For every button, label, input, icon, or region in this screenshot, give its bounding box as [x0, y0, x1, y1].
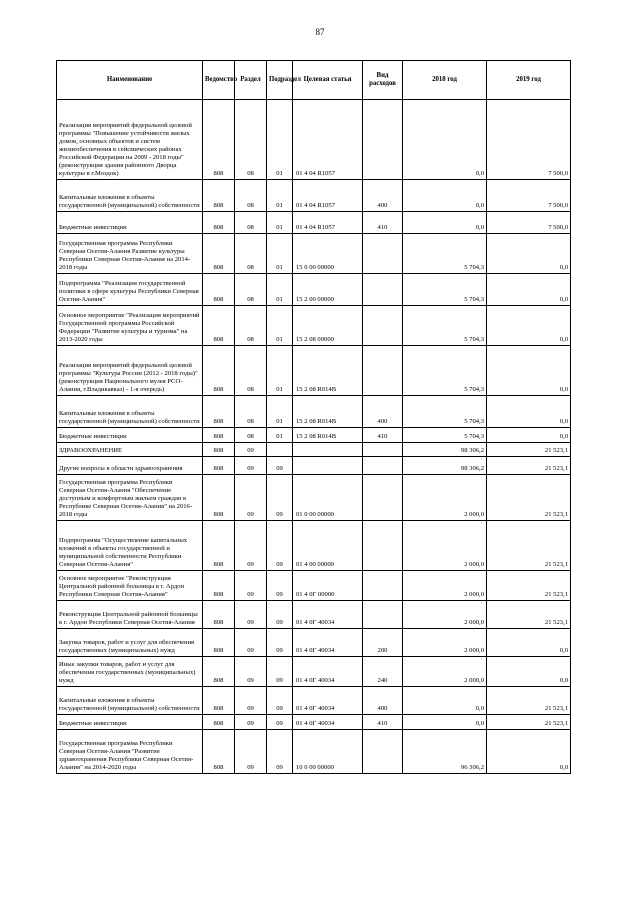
cell-name: Закупка товаров, работ и услуг для обеспечения государственных (муниципальных) нужд: [57, 629, 203, 657]
table-row: [57, 274, 571, 306]
cell-2018: 0,0: [403, 715, 487, 730]
cell-expense-type: [363, 601, 403, 629]
cell-2019: 21 523,1: [487, 475, 571, 521]
cell-name: Основное мероприятие "Реконструкция Центральной районной больницы в г. Ардон Республики Северная Осетия-Алания": [57, 571, 203, 601]
cell-expense-type: 410: [363, 212, 403, 234]
cell-target-article: 01 4 0Г 40034: [293, 687, 363, 715]
cell-subsection: 09: [267, 601, 293, 629]
cell-2019: 0,0: [487, 428, 571, 443]
cell-2018: 96 306,2: [403, 730, 487, 774]
cell-ministry: 808: [203, 521, 235, 571]
cell-ministry: 808: [203, 601, 235, 629]
cell-name: Подпрограмма "Осуществление капитальных вложений в объекты государственной и муниципальной собственности Республики Северная Осетия-Алания": [57, 521, 203, 571]
cell-subsection: 01: [267, 306, 293, 346]
cell-target-article: 01 4 04 R1057: [293, 100, 363, 180]
cell-name: Бюджетные инвестиции: [57, 212, 203, 234]
cell-name: Государственная программа Республики Северная Осетия-Алания Развитие культуры Республики Северная Осетия-Алания на 2014-2018 годы: [57, 234, 203, 274]
cell-expense-type: [363, 274, 403, 306]
cell-expense-type: [363, 521, 403, 571]
cell-target-article: 01 4 04 R1057: [293, 212, 363, 234]
cell-2018: 98 306,2: [403, 457, 487, 475]
table-row: [57, 396, 571, 428]
table-row: [57, 730, 571, 774]
header-expense-type: Вид расходов: [363, 61, 403, 100]
cell-subsection: [267, 443, 293, 457]
cell-target-article: [293, 457, 363, 475]
cell-target-article: [293, 443, 363, 457]
table-row: [57, 212, 571, 234]
cell-section: 09: [235, 457, 267, 475]
cell-subsection: 01: [267, 346, 293, 396]
cell-section: 09: [235, 521, 267, 571]
cell-target-article: 01 4 0Г 40034: [293, 657, 363, 687]
cell-ministry: 808: [203, 443, 235, 457]
cell-section: 08: [235, 100, 267, 180]
cell-subsection: 01: [267, 274, 293, 306]
cell-2019: 0,0: [487, 234, 571, 274]
cell-2018: 5 704,3: [403, 234, 487, 274]
header-name: Наименование: [57, 61, 203, 100]
cell-name: Государственная программа Республики Северная Осетия-Алания "Обеспечение доступным и комфортным жильем граждан в Республике Северная Осетия-Алания" на 2016-2018 годы: [57, 475, 203, 521]
cell-name: Бюджетные инвестиции: [57, 428, 203, 443]
table-row: [57, 571, 571, 601]
cell-ministry: 808: [203, 306, 235, 346]
cell-target-article: 10 0 00 00000: [293, 730, 363, 774]
cell-name: Капитальные вложения в объекты государственной (муниципальной) собственности: [57, 180, 203, 212]
table-row: [57, 475, 571, 521]
cell-2018: 2 000,0: [403, 521, 487, 571]
cell-name: Другие вопросы в области здравоохранения: [57, 457, 203, 475]
header-subsection: Подраздел: [267, 61, 293, 100]
cell-expense-type: [363, 475, 403, 521]
cell-2019: 0,0: [487, 306, 571, 346]
cell-section: 09: [235, 687, 267, 715]
cell-ministry: 808: [203, 730, 235, 774]
cell-2018: 2 000,0: [403, 629, 487, 657]
cell-section: 09: [235, 657, 267, 687]
cell-section: 09: [235, 601, 267, 629]
page-number: 87: [315, 27, 325, 37]
cell-ministry: 808: [203, 657, 235, 687]
cell-expense-type: [363, 346, 403, 396]
header-target-article: Целевая статья: [293, 61, 363, 100]
cell-2018: 2 000,0: [403, 475, 487, 521]
cell-2018: 2 000,0: [403, 657, 487, 687]
cell-2018: 2 000,0: [403, 571, 487, 601]
cell-target-article: 01 0 00 00000: [293, 475, 363, 521]
cell-subsection: 09: [267, 687, 293, 715]
cell-target-article: 01 4 00 00000: [293, 521, 363, 571]
cell-subsection: 01: [267, 180, 293, 212]
cell-2019: 0,0: [487, 396, 571, 428]
cell-2019: 21 523,1: [487, 443, 571, 457]
table-header: [57, 61, 571, 100]
cell-2019: 0,0: [487, 346, 571, 396]
cell-section: 08: [235, 346, 267, 396]
cell-ministry: 808: [203, 346, 235, 396]
cell-2019: 7 500,0: [487, 100, 571, 180]
cell-2018: 5 704,3: [403, 396, 487, 428]
cell-section: 09: [235, 629, 267, 657]
cell-section: 09: [235, 571, 267, 601]
cell-expense-type: [363, 100, 403, 180]
cell-2018: 5 704,3: [403, 274, 487, 306]
cell-ministry: 808: [203, 274, 235, 306]
cell-section: 08: [235, 212, 267, 234]
cell-2019: 21 523,1: [487, 457, 571, 475]
cell-2018: 5 704,3: [403, 428, 487, 443]
cell-target-article: 01 4 0Г 40034: [293, 629, 363, 657]
cell-target-article: 01 4 0Г 40034: [293, 715, 363, 730]
cell-name: Иные закупки товаров, работ и услуг для обеспечения государственных (муниципальных) нужд: [57, 657, 203, 687]
cell-expense-type: 400: [363, 396, 403, 428]
table-row: [57, 457, 571, 475]
cell-name: Капитальные вложения в объекты государственной (муниципальной) собственности: [57, 687, 203, 715]
cell-2018: 5 704,3: [403, 346, 487, 396]
cell-expense-type: [363, 234, 403, 274]
cell-subsection: 01: [267, 212, 293, 234]
table-row: [57, 601, 571, 629]
cell-section: 08: [235, 180, 267, 212]
table-body: [57, 100, 571, 774]
cell-ministry: 808: [203, 715, 235, 730]
cell-ministry: 808: [203, 687, 235, 715]
cell-2018: 2 000,0: [403, 601, 487, 629]
cell-subsection: 01: [267, 100, 293, 180]
cell-2019: 21 523,1: [487, 521, 571, 571]
cell-expense-type: [363, 730, 403, 774]
cell-subsection: 09: [267, 629, 293, 657]
cell-2018: 98 306,2: [403, 443, 487, 457]
cell-expense-type: 400: [363, 687, 403, 715]
cell-target-article: 01 4 04 R1057: [293, 180, 363, 212]
cell-2019: 21 523,1: [487, 571, 571, 601]
cell-2018: 0,0: [403, 180, 487, 212]
cell-target-article: 01 4 0Г 00000: [293, 571, 363, 601]
cell-2019: 21 523,1: [487, 601, 571, 629]
cell-expense-type: 240: [363, 657, 403, 687]
table-row: [57, 629, 571, 657]
cell-2019: 7 500,0: [487, 180, 571, 212]
cell-2019: 0,0: [487, 657, 571, 687]
cell-expense-type: 200: [363, 629, 403, 657]
table-row: [57, 657, 571, 687]
cell-expense-type: [363, 306, 403, 346]
table-row: [57, 180, 571, 212]
cell-subsection: 09: [267, 475, 293, 521]
cell-subsection: 09: [267, 571, 293, 601]
cell-2018: 0,0: [403, 100, 487, 180]
cell-name: Реализация мероприятий федеральной целевой программы "Повышение устойчивости жилых домов, основных объектов и систем жизнеобеспечения в сейсмических районах Российской Федерации на 2009 - 2018 годы" (реконструкция здания районного Дворца культуры в г.Моздок): [57, 100, 203, 180]
table-row: [57, 715, 571, 730]
cell-expense-type: [363, 443, 403, 457]
cell-name: Подпрограмма "Реализация государственной политики в сфере культуры Республики Северная Осетия-Алания": [57, 274, 203, 306]
cell-ministry: 808: [203, 396, 235, 428]
cell-target-article: 15 2 08 R014B: [293, 396, 363, 428]
cell-expense-type: [363, 457, 403, 475]
cell-ministry: 808: [203, 457, 235, 475]
table-row: [57, 100, 571, 180]
cell-target-article: 15 2 08 R014B: [293, 428, 363, 443]
cell-name: Реконструкция Центральной районной больницы в г. Ардон Республики Северная Осетия-Алания: [57, 601, 203, 629]
table-row: [57, 521, 571, 571]
cell-ministry: 808: [203, 212, 235, 234]
cell-ministry: 808: [203, 100, 235, 180]
cell-name: Государственная программа Республики Северная Осетия-Алания "Развитие здравоохранения Республики Северная Осетия-Алания" на 2014-2020 годы: [57, 730, 203, 774]
cell-subsection: 01: [267, 396, 293, 428]
cell-name: Капитальные вложения в объекты государственной (муниципальной) собственности: [57, 396, 203, 428]
cell-section: 09: [235, 475, 267, 521]
cell-target-article: 15 0 00 00000: [293, 234, 363, 274]
cell-expense-type: 410: [363, 715, 403, 730]
cell-2019: 0,0: [487, 730, 571, 774]
table-row: [57, 306, 571, 346]
table-row: [57, 428, 571, 443]
cell-section: 08: [235, 396, 267, 428]
cell-subsection: 01: [267, 234, 293, 274]
cell-name: Бюджетные инвестиции: [57, 715, 203, 730]
cell-2019: 7 500,0: [487, 212, 571, 234]
cell-target-article: 01 4 0Г 40034: [293, 601, 363, 629]
cell-subsection: 09: [267, 457, 293, 475]
cell-2019: 21 523,1: [487, 687, 571, 715]
cell-target-article: 15 2 08 00000: [293, 306, 363, 346]
cell-subsection: 09: [267, 657, 293, 687]
cell-section: 08: [235, 234, 267, 274]
cell-section: 08: [235, 306, 267, 346]
cell-ministry: 808: [203, 571, 235, 601]
cell-2018: 0,0: [403, 212, 487, 234]
cell-target-article: 15 2 00 00000: [293, 274, 363, 306]
cell-2018: 5 704,3: [403, 306, 487, 346]
cell-section: 09: [235, 730, 267, 774]
cell-name: Реализация мероприятий федеральной целевой программы "Культура России (2012 - 2018 годы)" (реконструкция Национального музея РСО-Алания, г.Владикавказ) - 1-я очередь): [57, 346, 203, 396]
table-row: [57, 234, 571, 274]
header-2019: 2019 год: [487, 61, 571, 100]
header-2018: 2018 год: [403, 61, 487, 100]
cell-2019: 21 523,1: [487, 715, 571, 730]
cell-2019: 0,0: [487, 629, 571, 657]
cell-subsection: 09: [267, 715, 293, 730]
cell-subsection: 09: [267, 730, 293, 774]
cell-section: 09: [235, 715, 267, 730]
budget-table: [56, 60, 571, 774]
cell-ministry: 808: [203, 629, 235, 657]
cell-2018: 0,0: [403, 687, 487, 715]
cell-expense-type: 410: [363, 428, 403, 443]
cell-ministry: 808: [203, 428, 235, 443]
cell-subsection: 09: [267, 521, 293, 571]
cell-name: ЗДРАВООХРАНЕНИЕ: [57, 443, 203, 457]
header-section: Раздел: [235, 61, 267, 100]
cell-ministry: 808: [203, 475, 235, 521]
cell-ministry: 808: [203, 180, 235, 212]
cell-expense-type: 400: [363, 180, 403, 212]
header-ministry: Ведомство: [203, 61, 235, 100]
cell-2019: 0,0: [487, 274, 571, 306]
cell-section: 08: [235, 428, 267, 443]
table-row: [57, 687, 571, 715]
cell-subsection: 01: [267, 428, 293, 443]
cell-ministry: 808: [203, 234, 235, 274]
cell-section: 08: [235, 274, 267, 306]
table-row: [57, 346, 571, 396]
cell-target-article: 15 2 08 R014B: [293, 346, 363, 396]
cell-expense-type: [363, 571, 403, 601]
cell-name: Основное мероприятие "Реализация мероприятий Государственной программы Российской Федерации "Развитие культуры и туризма" на 2013-2020 годы: [57, 306, 203, 346]
table-row: [57, 443, 571, 457]
cell-section: 09: [235, 443, 267, 457]
